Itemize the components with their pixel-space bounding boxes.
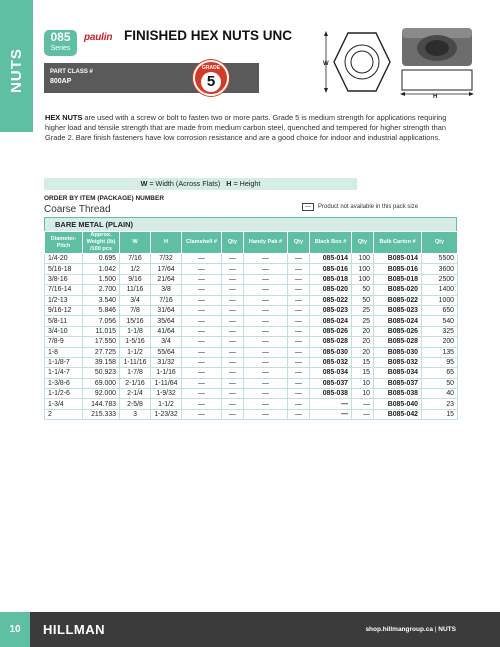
- legend-h-text: = Height: [231, 179, 261, 188]
- table-cell: 9/16: [120, 274, 151, 284]
- table-cell: —: [222, 389, 244, 399]
- hex-nut-drawing: [324, 31, 390, 93]
- table-cell: 5.846: [83, 305, 120, 315]
- table-cell: 7.056: [83, 316, 120, 326]
- table-cell: —: [244, 305, 288, 315]
- legend-w-text: = Width (Across Flats): [147, 179, 221, 188]
- table-cell: —: [288, 326, 310, 336]
- column-header: H: [151, 232, 182, 254]
- grade-badge: [193, 60, 229, 96]
- table-cell: —: [288, 378, 310, 388]
- table-cell: 1/2-13: [45, 295, 83, 305]
- table-cell: —: [288, 254, 310, 264]
- sidebar-label: NUTS: [7, 47, 25, 93]
- table-cell: 1-1/8-7: [45, 357, 83, 367]
- w-dimension-label: W: [323, 61, 329, 67]
- column-header: Bulk Carton #: [374, 232, 422, 254]
- table-cell: 1-7/8: [120, 368, 151, 378]
- table-cell: 3/4: [151, 337, 182, 347]
- table-cell: 20: [352, 337, 374, 347]
- table-cell: 25: [352, 305, 374, 315]
- table-cell: 2-1/16: [120, 378, 151, 388]
- table-cell: 31/64: [151, 305, 182, 315]
- table-row: [45, 368, 458, 378]
- table-row: [45, 274, 458, 284]
- table-cell: 17.550: [83, 337, 120, 347]
- intro-paragraph: [45, 113, 465, 143]
- table-cell: 3/4-10: [45, 326, 83, 336]
- table-cell: 39.158: [83, 357, 120, 367]
- table-cell: —: [222, 399, 244, 409]
- table-cell: 23: [422, 399, 458, 409]
- table-cell: 085-028: [310, 337, 352, 347]
- table-cell: 3600: [422, 264, 458, 274]
- table-cell: 69.000: [83, 378, 120, 388]
- table-cell: 95: [422, 357, 458, 367]
- legend-w-key: W: [140, 179, 148, 188]
- table-cell: 2500: [422, 274, 458, 284]
- table-cell: —: [244, 254, 288, 264]
- table-cell: —: [244, 347, 288, 357]
- table-section-title: BARE METAL (PLAIN): [44, 217, 457, 231]
- table-cell: 25: [352, 316, 374, 326]
- table-cell: B085-032: [374, 357, 422, 367]
- table-cell: 1-11/16: [120, 357, 151, 367]
- table-cell: 085-037: [310, 378, 352, 388]
- table-header-row: [45, 232, 458, 254]
- table-cell: —: [288, 399, 310, 409]
- table-cell: —: [310, 409, 352, 419]
- hex-nut-diagram: [320, 28, 480, 100]
- table-row: [45, 357, 458, 367]
- table-cell: —: [288, 389, 310, 399]
- table-cell: 3.540: [83, 295, 120, 305]
- table-cell: 50: [352, 295, 374, 305]
- table-cell: —: [222, 285, 244, 295]
- table-cell: —: [222, 337, 244, 347]
- table-cell: 7/8: [120, 305, 151, 315]
- table-cell: —: [244, 378, 288, 388]
- table-cell: B085-037: [374, 378, 422, 388]
- table-row: [45, 378, 458, 388]
- table-cell: —: [288, 409, 310, 419]
- table-cell: —: [222, 316, 244, 326]
- table-cell: 3/8: [151, 285, 182, 295]
- table-cell: —: [182, 285, 222, 295]
- table-cell: 65: [422, 368, 458, 378]
- hillman-logo: HILLMAN: [43, 622, 105, 637]
- grade-value: 5: [201, 72, 221, 92]
- table-cell: 085-034: [310, 368, 352, 378]
- table-cell: —: [288, 337, 310, 347]
- table-row: [45, 399, 458, 409]
- table-cell: 1-1/8: [120, 326, 151, 336]
- table-cell: 540: [422, 316, 458, 326]
- table-cell: —: [182, 399, 222, 409]
- table-cell: 15: [352, 368, 374, 378]
- column-header: Approx. Weight (lb) /100 pcs: [83, 232, 120, 254]
- table-cell: B085-020: [374, 285, 422, 295]
- table-cell: 1000: [422, 295, 458, 305]
- table-cell: B085-024: [374, 316, 422, 326]
- table-cell: —: [222, 326, 244, 336]
- table-cell: 20: [352, 326, 374, 336]
- table-cell: —: [182, 337, 222, 347]
- table-cell: —: [288, 368, 310, 378]
- table-cell: B085-028: [374, 337, 422, 347]
- intro-text: are used with a screw or bolt to fasten two or more parts. Grade 5 is medium strength for applications requiring higher load and tensile strength that are made from medium carbon steel, quenched and tempered for higher strength than Grade 2. Bare finish fasteners have low corrosion resistance and are a good choice for indoor and industrial applications.: [45, 113, 447, 142]
- table-cell: —: [222, 254, 244, 264]
- table-cell: —: [182, 326, 222, 336]
- table-cell: —: [222, 274, 244, 284]
- series-label: Series: [50, 45, 71, 52]
- table-cell: —: [352, 399, 374, 409]
- table-cell: —: [222, 295, 244, 305]
- table-cell: 215.333: [83, 409, 120, 419]
- table-cell: 92.000: [83, 389, 120, 399]
- table-cell: —: [244, 357, 288, 367]
- table-cell: 7/16-14: [45, 285, 83, 295]
- table-cell: —: [182, 274, 222, 284]
- column-header: W: [120, 232, 151, 254]
- page-number: 10: [0, 612, 30, 647]
- table-cell: 2-5/8: [120, 399, 151, 409]
- brand-logo: paulin: [84, 32, 113, 43]
- table-cell: 1.500: [83, 274, 120, 284]
- table-cell: 1.042: [83, 264, 120, 274]
- table-cell: 1-1/2: [151, 399, 182, 409]
- table-cell: 1-3/4: [45, 399, 83, 409]
- table-cell: —: [352, 409, 374, 419]
- table-cell: 50: [422, 378, 458, 388]
- table-cell: 3/8-16: [45, 274, 83, 284]
- series-badge: [44, 30, 77, 56]
- table-cell: 11/16: [120, 285, 151, 295]
- table-cell: 144.783: [83, 399, 120, 409]
- table-cell: —: [244, 409, 288, 419]
- table-cell: —: [222, 264, 244, 274]
- footer-url[interactable]: shop.hillmangroup.ca: [365, 626, 433, 633]
- part-class-value: 800AP: [50, 78, 72, 85]
- page-title: FINISHED HEX NUTS UNC: [124, 28, 293, 43]
- table-cell: 15: [352, 357, 374, 367]
- table-cell: —: [182, 305, 222, 315]
- table-cell: —: [182, 295, 222, 305]
- table-cell: 1400: [422, 285, 458, 295]
- table-cell: —: [244, 389, 288, 399]
- dimension-legend: [44, 178, 357, 190]
- table-cell: —: [288, 316, 310, 326]
- table-row: [45, 389, 458, 399]
- table-cell: 2.700: [83, 285, 120, 295]
- table-cell: 1-11/64: [151, 378, 182, 388]
- table-cell: B085-014: [374, 254, 422, 264]
- table-row: [45, 295, 458, 305]
- table-cell: —: [222, 357, 244, 367]
- table-cell: 1-23/32: [151, 409, 182, 419]
- h-dimension-label: H: [433, 94, 438, 100]
- table-cell: 085-026: [310, 326, 352, 336]
- grade-label: GRADE: [201, 65, 221, 71]
- column-header: Qty: [422, 232, 458, 254]
- table-row: [45, 347, 458, 357]
- table-cell: B085-034: [374, 368, 422, 378]
- table-cell: B085-040: [374, 399, 422, 409]
- table-row: [45, 409, 458, 419]
- column-header: Qty: [352, 232, 374, 254]
- table-cell: 55/64: [151, 347, 182, 357]
- table-row: [45, 254, 458, 264]
- table-cell: 50: [352, 285, 374, 295]
- table-cell: —: [244, 274, 288, 284]
- table-cell: 1-1/16: [151, 368, 182, 378]
- not-available-note: [302, 203, 418, 211]
- table-cell: 1-8: [45, 347, 83, 357]
- table-cell: 20: [352, 347, 374, 357]
- table-cell: —: [244, 368, 288, 378]
- footer-section: NUTS: [438, 626, 456, 633]
- table-cell: 50.923: [83, 368, 120, 378]
- table-row: [45, 326, 458, 336]
- table-cell: —: [244, 264, 288, 274]
- table-cell: 085-038: [310, 389, 352, 399]
- table-cell: 15: [422, 409, 458, 419]
- table-cell: —: [288, 347, 310, 357]
- table-cell: 3: [120, 409, 151, 419]
- table-cell: —: [222, 347, 244, 357]
- table-cell: 1-1/4-7: [45, 368, 83, 378]
- table-row: [45, 337, 458, 347]
- column-header: Qty: [288, 232, 310, 254]
- not-available-text: Product not available in this pack size: [318, 204, 419, 210]
- table-row: [45, 264, 458, 274]
- table-cell: 085-020: [310, 285, 352, 295]
- table-cell: —: [222, 409, 244, 419]
- table-cell: 085-024: [310, 316, 352, 326]
- column-header: Qty: [222, 232, 244, 254]
- table-cell: 2-1/4: [120, 389, 151, 399]
- table-cell: 31/32: [151, 357, 182, 367]
- table-cell: —: [222, 378, 244, 388]
- table-cell: —: [222, 368, 244, 378]
- table-cell: 15/16: [120, 316, 151, 326]
- thread-heading: Coarse Thread: [44, 204, 111, 215]
- table-cell: —: [222, 305, 244, 315]
- table-cell: 100: [352, 264, 374, 274]
- table-cell: —: [182, 378, 222, 388]
- table-cell: 100: [352, 274, 374, 284]
- table-cell: 085-014: [310, 254, 352, 264]
- table-cell: —: [288, 305, 310, 315]
- table-cell: —: [182, 357, 222, 367]
- table-cell: —: [182, 389, 222, 399]
- table-cell: 2: [45, 409, 83, 419]
- category-sidebar: [0, 0, 33, 132]
- table-cell: 9/16-12: [45, 305, 83, 315]
- table-cell: —: [244, 326, 288, 336]
- table-cell: 085-023: [310, 305, 352, 315]
- table-cell: B085-022: [374, 295, 422, 305]
- column-header: Clamshell #: [182, 232, 222, 254]
- table-cell: 10: [352, 378, 374, 388]
- table-cell: 17/64: [151, 264, 182, 274]
- table-cell: —: [310, 399, 352, 409]
- table-cell: —: [244, 399, 288, 409]
- table-cell: 5/8-11: [45, 316, 83, 326]
- table-cell: —: [182, 254, 222, 264]
- sidebar-label-wrap: [1, 38, 31, 102]
- table-cell: B085-030: [374, 347, 422, 357]
- table-cell: —: [288, 357, 310, 367]
- table-cell: 7/32: [151, 254, 182, 264]
- table-cell: —: [182, 409, 222, 419]
- table-cell: 7/8-9: [45, 337, 83, 347]
- legend-h-key: H: [226, 179, 232, 188]
- table-cell: 35/64: [151, 316, 182, 326]
- table-cell: —: [182, 316, 222, 326]
- product-table: [44, 217, 457, 420]
- table-body: [45, 254, 458, 420]
- column-header: Handy Pak #: [244, 232, 288, 254]
- table-row: [45, 285, 458, 295]
- table-cell: 085-016: [310, 264, 352, 274]
- table-cell: 1/4-20: [45, 254, 83, 264]
- hex-nut-photo: [400, 28, 474, 96]
- table-cell: —: [244, 316, 288, 326]
- not-available-symbol: —: [302, 203, 314, 211]
- table-cell: 10: [352, 389, 374, 399]
- product-grid: [44, 231, 458, 420]
- table-cell: 27.725: [83, 347, 120, 357]
- table-row: [45, 305, 458, 315]
- table-cell: —: [182, 347, 222, 357]
- table-cell: 5/16-18: [45, 264, 83, 274]
- table-cell: —: [288, 285, 310, 295]
- table-cell: —: [244, 337, 288, 347]
- table-cell: 1-1/2-6: [45, 389, 83, 399]
- table-cell: 085-032: [310, 357, 352, 367]
- table-cell: 1/2: [120, 264, 151, 274]
- table-cell: 21/64: [151, 274, 182, 284]
- order-label: ORDER BY ITEM (PACKAGE) NUMBER: [44, 195, 165, 202]
- table-cell: B085-016: [374, 264, 422, 274]
- column-header: Black Box #: [310, 232, 352, 254]
- table-cell: 200: [422, 337, 458, 347]
- table-cell: 650: [422, 305, 458, 315]
- table-cell: B085-042: [374, 409, 422, 419]
- table-cell: B085-038: [374, 389, 422, 399]
- table-cell: —: [288, 295, 310, 305]
- table-cell: —: [244, 285, 288, 295]
- intro-lead: HEX NUTS: [45, 113, 83, 122]
- table-cell: —: [182, 264, 222, 274]
- table-cell: 7/16: [151, 295, 182, 305]
- table-cell: —: [244, 295, 288, 305]
- table-cell: —: [288, 274, 310, 284]
- table-cell: 085-030: [310, 347, 352, 357]
- table-cell: 41/64: [151, 326, 182, 336]
- table-cell: —: [288, 264, 310, 274]
- table-cell: 085-018: [310, 274, 352, 284]
- table-cell: 5500: [422, 254, 458, 264]
- table-cell: 0.695: [83, 254, 120, 264]
- table-cell: —: [182, 368, 222, 378]
- table-cell: 1-9/32: [151, 389, 182, 399]
- footer-separator: |: [432, 626, 439, 633]
- table-cell: B085-026: [374, 326, 422, 336]
- table-cell: B085-018: [374, 274, 422, 284]
- table-cell: B085-023: [374, 305, 422, 315]
- table-cell: 3/4: [120, 295, 151, 305]
- table-row: [45, 316, 458, 326]
- table-cell: 1-5/16: [120, 337, 151, 347]
- table-cell: 325: [422, 326, 458, 336]
- table-cell: 085-022: [310, 295, 352, 305]
- series-number: 085: [50, 30, 71, 44]
- table-cell: 7/16: [120, 254, 151, 264]
- table-cell: 135: [422, 347, 458, 357]
- footer-site: [365, 626, 456, 633]
- table-cell: 100: [352, 254, 374, 264]
- column-header: Diameter-Pitch: [45, 232, 83, 254]
- table-cell: 40: [422, 389, 458, 399]
- table-cell: 1-3/8-6: [45, 378, 83, 388]
- page-footer: [0, 612, 500, 647]
- part-class-label: PART CLASS #: [50, 69, 93, 75]
- table-cell: 11.015: [83, 326, 120, 336]
- table-cell: 1-1/2: [120, 347, 151, 357]
